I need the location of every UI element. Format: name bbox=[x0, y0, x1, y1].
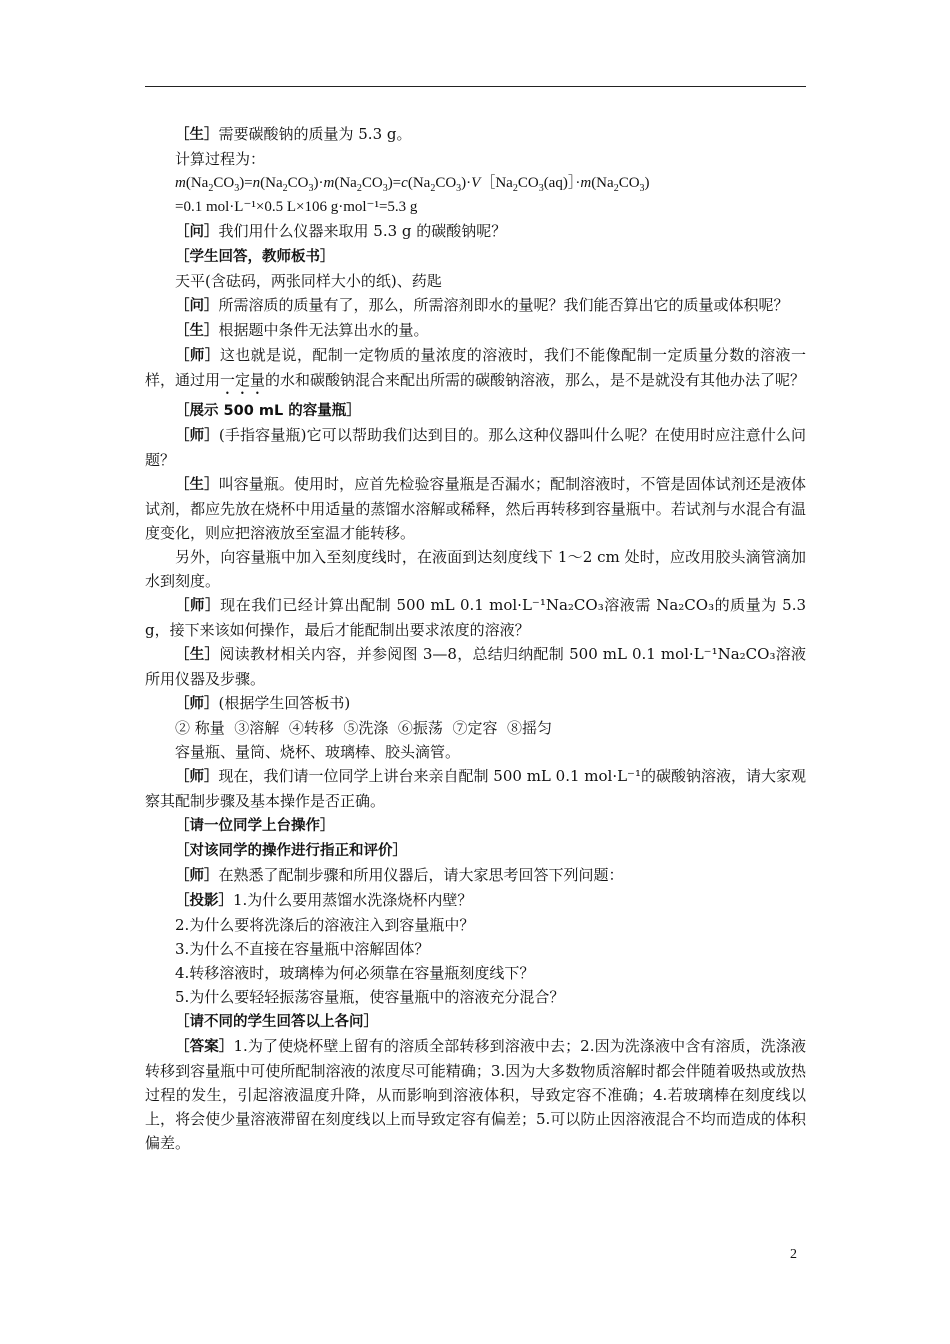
question-text: 4.转移溶液时，玻璃棒为何必须靠在容量瓶刻度线下？ bbox=[175, 964, 535, 982]
paragraph-teacher-flask bbox=[145, 423, 806, 472]
paragraph-calc-intro bbox=[145, 147, 806, 171]
question-text: 2.为什么要将洗涤后的溶液注入到容量瓶中？ bbox=[175, 916, 475, 934]
label-teacher: ［师］ bbox=[175, 348, 220, 364]
paragraph-text: 容量瓶、量筒、烧杯、玻璃棒、胶头滴管。 bbox=[175, 743, 461, 761]
paragraph-projection-q1 bbox=[145, 888, 806, 913]
label-heading: ［展示 500 mL 的容量瓶］ bbox=[175, 403, 361, 419]
formula-line: $m(Na_2CO_3)=n(Na_2CO_3)\cdot m(Na_2CO_3)=c(Na_2CO_3)\cdot V[Na_2CO_3(aq)]\cdot m(Na_2CO_3)$ bbox=[175, 175, 650, 194]
paragraph-teacher-questions bbox=[145, 863, 806, 888]
label-student: ［生］ bbox=[175, 127, 219, 143]
question-2 bbox=[145, 913, 806, 937]
paragraph-balance bbox=[145, 269, 806, 293]
label-student: ［生］ bbox=[175, 323, 219, 339]
paragraph-answer-heading bbox=[145, 1009, 806, 1034]
paragraph-text: 根据题中条件无法算出水的量。 bbox=[218, 321, 429, 339]
label-teacher: ［师］ bbox=[175, 696, 219, 712]
formula-result bbox=[145, 195, 806, 219]
question-text: 1.为什么要用蒸馏水洗涤烧杯内壁？ bbox=[233, 891, 473, 909]
paragraph-text: 我们用什么仪器来取用 5.3 g 的碳酸钠呢？ bbox=[218, 222, 507, 240]
label-heading: ［请不同的学生回答以上各问］ bbox=[175, 1014, 378, 1030]
paragraph-student-water bbox=[145, 318, 806, 343]
paragraph-text: 叫容量瓶。使用时，应首先检验容量瓶是否漏水；配制溶液时，不管是固体试剂还是液体试剂，都应先放在烧杯中用适量的蒸馏水溶解或稀释，然后再转移到容量瓶中。若试剂与水混合有温度变化，则应把溶液放至室温才能转移。 bbox=[145, 475, 806, 542]
paragraph-text: 天平(含砝码，两张同样大小的纸)、药匙 bbox=[175, 272, 442, 290]
paragraph-text: 1.为了使烧杯壁上留有的溶质全部转移到溶液中去；2.因为洗涤液中含有溶质，洗涤液转移到容量瓶中可使所配制溶液的浓度尽可能精确；3.因为大多数物质溶解时都会伴随着吸热或放热过程的发生，引起溶液温度升降，从而影响到溶液体积，导致定容不准确；4.若玻璃棒在刻度线以上，将会使少量溶液滞留在刻度线以上而导致定容有偏差；5.可以防止因溶液混合不均而造成的体积偏差。 bbox=[145, 1037, 806, 1152]
paragraph-answers bbox=[145, 1034, 806, 1155]
paragraph-text: 现在我们已经计算出配制 500 mL 0.1 mol·L⁻¹Na₂CO₃溶液需 Na₂CO₃的质量为 5.3 g，接下来该如何操作，最后才能配制出要求浓度的溶液？ bbox=[145, 596, 807, 639]
paragraph-teacher-operate bbox=[145, 593, 806, 642]
question-4 bbox=[145, 961, 806, 985]
paragraph-text: 另外，向容量瓶中加入至刻度线时，在液面到达刻度线下 1～2 cm 处时，应改用胶头滴管滴加水到刻度。 bbox=[145, 548, 806, 590]
paragraph-text: 计算过程为： bbox=[175, 150, 266, 168]
label-teacher: ［师］ bbox=[175, 868, 219, 884]
label-heading: ［对该同学的操作进行指正和评价］ bbox=[175, 843, 407, 859]
paragraph-instruments bbox=[145, 740, 806, 764]
label-teacher: ［师］ bbox=[175, 428, 219, 444]
question-3 bbox=[145, 937, 806, 961]
paragraph-question-water bbox=[145, 293, 806, 318]
paragraph-student-answer-heading bbox=[145, 244, 806, 269]
label-student: ［生］ bbox=[175, 477, 219, 493]
label-teacher: ［师］ bbox=[175, 598, 221, 614]
question-5 bbox=[145, 985, 806, 1009]
paragraph-student-read bbox=[145, 642, 806, 691]
paragraph-student-flask bbox=[145, 472, 806, 545]
paragraph-evaluate bbox=[145, 838, 806, 863]
page-number: 2 bbox=[790, 1247, 797, 1262]
label-heading: ［请一位同学上台操作］ bbox=[175, 818, 335, 834]
steps-text: ② 称量 ③溶解 ④转移 ⑤洗涤 ⑥振荡 ⑦定容 ⑧摇匀 bbox=[175, 719, 552, 737]
label-question: ［问］ bbox=[175, 224, 219, 240]
paragraph-additional bbox=[145, 545, 806, 593]
paragraph-invite bbox=[145, 813, 806, 838]
paragraph-show-flask bbox=[145, 398, 806, 423]
paragraph-text: 所需溶质的质量有了，那么，所需溶剂即水的量呢？我们能否算出它的质量或体积呢？ bbox=[218, 296, 789, 314]
paragraph-text: 阅读教材相关内容，并参阅图 3—8，总结归纳配制 500 mL 0.1 mol·L⁻¹Na₂CO₃溶液所用仪器及步骤。 bbox=[145, 645, 807, 688]
label-teacher: ［师］ bbox=[175, 769, 219, 785]
paragraph-text: (手指容量瓶)它可以帮助我们达到目的。那么这种仪器叫什么呢？在使用时应注意什么问题？ bbox=[145, 426, 806, 469]
label-answer: ［答案］ bbox=[175, 1039, 234, 1055]
paragraph-student-mass bbox=[145, 122, 806, 147]
paragraph-teacher-demo bbox=[145, 764, 806, 813]
label-student: ［生］ bbox=[175, 647, 220, 663]
formula-result-text: =0.1 mol·L⁻¹×0.5 L×106 g·mol⁻¹=5.3 g bbox=[175, 199, 418, 215]
page-body bbox=[145, 122, 806, 1155]
emphasis-text: 一定量 bbox=[220, 371, 266, 389]
paragraph-steps bbox=[145, 716, 806, 740]
label-heading: ［学生回答，教师板书］ bbox=[175, 249, 335, 265]
paragraph-question-instrument bbox=[145, 219, 806, 244]
paragraph-text: 现在，我们请一位同学上讲台来亲自配制 500 mL 0.1 mol·L⁻¹的碳酸钠溶液，请大家观察其配制步骤及基本操作是否正确。 bbox=[145, 767, 807, 810]
paragraph-teacher-explain bbox=[145, 343, 806, 398]
paragraph-text: 的水和碳酸钠混合来配出所需的碳酸钠溶液，那么，是不是就没有其他办法了呢？ bbox=[265, 371, 806, 389]
label-projection: ［投影］ bbox=[175, 893, 233, 909]
paragraph-text: 需要碳酸钠的质量为 5.3 g。 bbox=[218, 125, 412, 143]
question-text: 5.为什么要轻轻振荡容量瓶，使容量瓶中的溶液充分混合？ bbox=[175, 988, 565, 1006]
paragraph-text: 这也就是说，配制一定物质的量浓度的溶液时，我们不能像配制一定质量分数的溶液一样，通过用 bbox=[145, 346, 806, 389]
paragraph-text: (根据学生回答板书) bbox=[218, 694, 351, 712]
header-rule bbox=[145, 86, 806, 87]
label-question: ［问］ bbox=[175, 298, 219, 314]
paragraph-teacher-board bbox=[145, 691, 806, 716]
paragraph-text: 在熟悉了配制步骤和所用仪器后，请大家思考回答下列问题： bbox=[218, 866, 624, 884]
question-text: 3.为什么不直接在容量瓶中溶解固体？ bbox=[175, 940, 430, 958]
